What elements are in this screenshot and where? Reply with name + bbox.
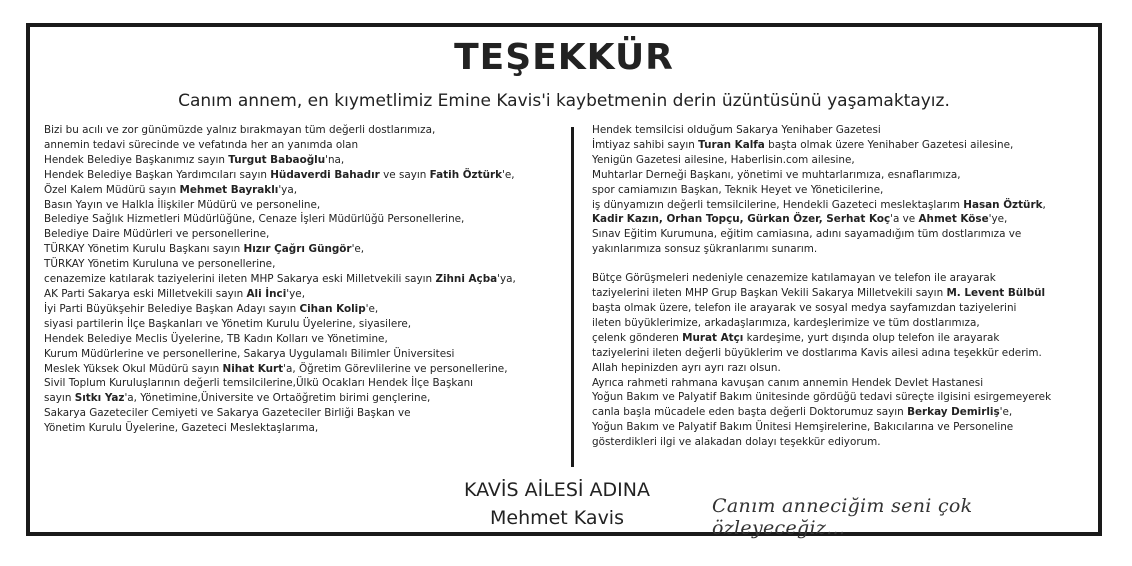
text-segment: 'a ve [890,213,919,226]
text-segment: Yönetim Kurulu Üyelerine, Gazeteci Meslektaşlarıma, [44,422,319,435]
text-segment: cenazemize katılarak taziyelerini ileten MHP Sakarya eski Milletvekili sayın [44,273,436,286]
text-segment: annemin tedavi sürecinde ve vefatında her an yanımda olan [44,138,359,151]
text-line [44,272,564,287]
text-segment: 'e, [351,243,365,256]
text-segment: Meslek Yüksek Okul Müdürü sayın [44,362,223,375]
text-line [44,242,564,257]
text-line [44,302,564,317]
highlighted-name: Fatih Öztürk [429,168,502,181]
text-line [44,257,564,272]
highlighted-name: Turgut Babaoğlu [228,153,326,166]
text-line [44,347,564,362]
text-segment: Kurum Müdürlerine ve personellerine, Sakarya Uygulamalı Bilimler Üniversitesi [44,347,455,360]
text-segment: yakınlarımıza sonsuz şükranlarımı sunarım. [592,243,818,256]
text-segment: 'a, Öğretim Görevlilerine ve personellerine, [283,362,508,375]
highlighted-name: Turan Kalfa [698,138,765,151]
text-line [44,212,564,227]
text-segment: Hendek temsilcisi olduğum Sakarya Yenihaber Gazetesi [592,124,881,136]
text-line [44,287,564,302]
column-divider [571,127,574,467]
text-segment: Bütçe Görüşmeleri nedeniyle cenazemize katılamayan ve telefon ile arayarak [592,272,996,285]
text-line [44,421,564,436]
text-segment: Yenigün Gazetesi ailesine, Haberlisin.com ailesine, [592,153,855,166]
notice-subtitle: Canım annem, en kıymetlimiz Emine Kavis'i kaybetmenin derin üzüntüsünü yaşamaktayız. [178,91,950,111]
text-segment: ve sayın [379,168,430,181]
highlighted-name: Berkay Demirliş [907,406,1000,419]
text-line [44,153,564,168]
text-segment: Hendek Belediye Başkan Yardımcıları sayın [44,168,271,181]
text-line [592,153,1092,168]
text-line [44,227,564,242]
text-line [592,390,1092,405]
text-segment: taziyelerini ileten MHP Grup Başkan Vekili Sakarya Milletvekili sayın [592,287,947,300]
text-line [44,317,564,332]
text-line [44,198,564,213]
highlighted-name: M. Levent Bülbül [946,287,1046,300]
highlighted-name: Mehmet Bayraklı [179,183,279,196]
highlighted-name: Murat Atçı [682,331,744,344]
text-segment: 'na, [325,153,345,166]
text-segment: Sakarya Gazeteciler Cemiyeti ve Sakarya Gazeteciler Birliği Başkan ve [44,407,411,420]
text-line [44,362,564,377]
text-line [44,138,564,153]
text-segment: Ayrıca rahmeti rahmana kavuşan canım annemin Hendek Devlet Hastanesi [592,376,984,389]
text-segment: taziyelerini ileten değerli büyüklerim ve dostlarıma Kavis ailesi adına teşekkür ederim. [592,346,1042,359]
text-line [592,405,1092,420]
highlighted-name: Nihat Kurt [222,362,284,375]
text-segment: Belediye Daire Müdürleri ve personellerine, [44,228,270,241]
text-line [44,168,564,183]
text-segment: 'e, [365,302,379,315]
right-column [592,123,1092,450]
text-segment: canla başla mücadele eden başta değerli Doktorumuz sayın [592,406,908,419]
text-segment: 'a, Yönetimine,Üniversite ve Ortaöğretim birimi gençlerine, [124,392,431,405]
text-segment: Yoğun Bakım ve Palyatif Bakım ünitesinde gördüğü tedavi süreçte ilgisini esirgemeyerek [592,391,1052,404]
text-segment: gösterdikleri ilgi ve alakadan dolayı teşekkür ediyorum. [592,436,881,449]
text-line [592,242,1092,257]
text-line [592,257,1092,271]
text-line [592,331,1092,346]
text-segment: çelenk gönderen [592,331,683,344]
text-segment: AK Parti Sakarya eski Milletvekili sayın [44,287,247,300]
text-line [44,123,564,138]
text-segment: İmtiyaz sahibi sayın [592,138,699,151]
signature-name: Mehmet Kavis [489,507,624,529]
text-segment: Hendek Belediye Meclis Üyelerine, TB Kadın Kolları ve Yönetimine, [44,332,388,345]
text-segment: Basın Yayın ve Halkla İlişkiler Müdürü ve personeline, [44,198,321,211]
text-segment: İyi Parti Büyükşehir Belediye Başkan Adayı sayın [44,302,300,315]
text-line [44,332,564,347]
text-line [592,271,1092,286]
text-segment: 'e, [502,168,515,181]
signature-family: KAVİS AİLESİ ADINA [464,479,650,501]
text-line [592,316,1092,331]
text-segment: Sivil Toplum Kuruluşlarının değerli temsilcilerine,Ülkü Ocakları Hendek İlçe Başkanı [44,377,474,390]
highlighted-name: Cihan Kolip [299,302,366,315]
text-segment: başta olmak üzere Yenihaber Gazetesi ailesine, [764,138,1014,151]
text-line [592,301,1092,316]
text-segment: iş dünyamızın değerli temsilcilerine, Hendekli Gazeteci meslektaşlarım [592,198,964,211]
text-line [592,138,1092,153]
text-segment: Belediye Sağlık Hizmetleri Müdürlüğüne, Cenaze İşleri Müdürlüğü Personellerine, [44,213,465,226]
text-segment: Bizi bu acılı ve zor günümüzde yalnız bırakmayan tüm değerli dostlarımıza, [44,124,436,136]
handwritten-note: Canım anneciğim seni çok özleyeceğiz... [712,495,973,539]
highlighted-name: Ahmet Köse [918,213,989,226]
text-line [592,435,1092,450]
text-line [592,198,1092,213]
text-segment: başta olmak üzere, telefon ile arayarak ve sosyal medya sayfamızdan taziyelerini [592,301,1017,314]
text-segment: 'ye, [286,287,305,300]
text-segment: kardeşime, yurt dışında olup telefon ile arayarak [743,331,1000,344]
text-segment: Özel Kalem Müdürü sayın [44,183,180,196]
text-line [592,361,1092,376]
highlighted-name: Hüdaverdi Bahadır [270,168,380,181]
text-segment: 'ye, [988,213,1008,226]
text-line [592,286,1092,301]
text-segment: Hendek Belediye Başkanımız sayın [44,153,229,166]
text-segment: ileten büyüklerimize, arkadaşlarımıza, kardeşlerimize ve tüm dostlarımıza, [592,316,980,329]
text-segment: 'e, [999,406,1013,419]
text-line [592,183,1092,198]
highlighted-name: Hasan Öztürk [963,198,1043,211]
notice-frame [26,23,1102,539]
text-segment: Sınav Eğitim Kurumuna, eğitim camiasına, adını sayamadığım tüm dostlarımıza ve [592,228,1022,241]
text-segment: Yoğun Bakım ve Palyatif Bakım Ünitesi Hemşirelerine, Bakıcılarına ve Personeline [592,421,1014,434]
highlighted-name: Hızır Çağrı Güngör [243,243,352,256]
text-line [592,346,1092,361]
highlighted-name: Sıtkı Yaz [74,392,125,405]
highlighted-name: Zihni Açba [435,273,498,286]
highlighted-name: Ali İnci [246,287,287,300]
text-segment: Allah hepinizden ayrı ayrı razı olsun. [592,361,781,374]
text-segment: sayın [44,392,75,405]
notice-title: TEŞEKKÜR [454,37,674,78]
text-line [592,227,1092,242]
text-segment: , [1042,198,1046,211]
text-line [592,212,1092,227]
text-segment: Muhtarlar Derneği Başkanı, yönetimi ve muhtarlarımıza, esnaflarımıza, [592,168,961,181]
text-line [44,376,564,391]
text-line [44,183,564,198]
text-line [592,420,1092,435]
text-segment: 'ya, [278,183,298,196]
text-segment: 'ya, [497,273,516,286]
text-line [592,123,1092,138]
text-line [44,406,564,421]
text-segment: TÜRKAY Yönetim Kurulu Başkanı sayın [44,243,244,256]
text-line [44,391,564,406]
text-segment: siyasi partilerin İlçe Başkanları ve Yönetim Kurulu Üyelerine, siyasilere, [44,317,412,330]
text-line [592,376,1092,391]
text-segment: TÜRKAY Yönetim Kuruluna ve personellerine, [44,258,276,271]
text-segment: spor camiamızın Başkan, Teknik Heyet ve Yöneticilerine, [592,183,884,196]
left-column [44,123,564,436]
highlighted-name: Kadir Kazın, Orhan Topçu, Gürkan Özer, Serhat Koç [592,213,891,226]
text-line [592,168,1092,183]
